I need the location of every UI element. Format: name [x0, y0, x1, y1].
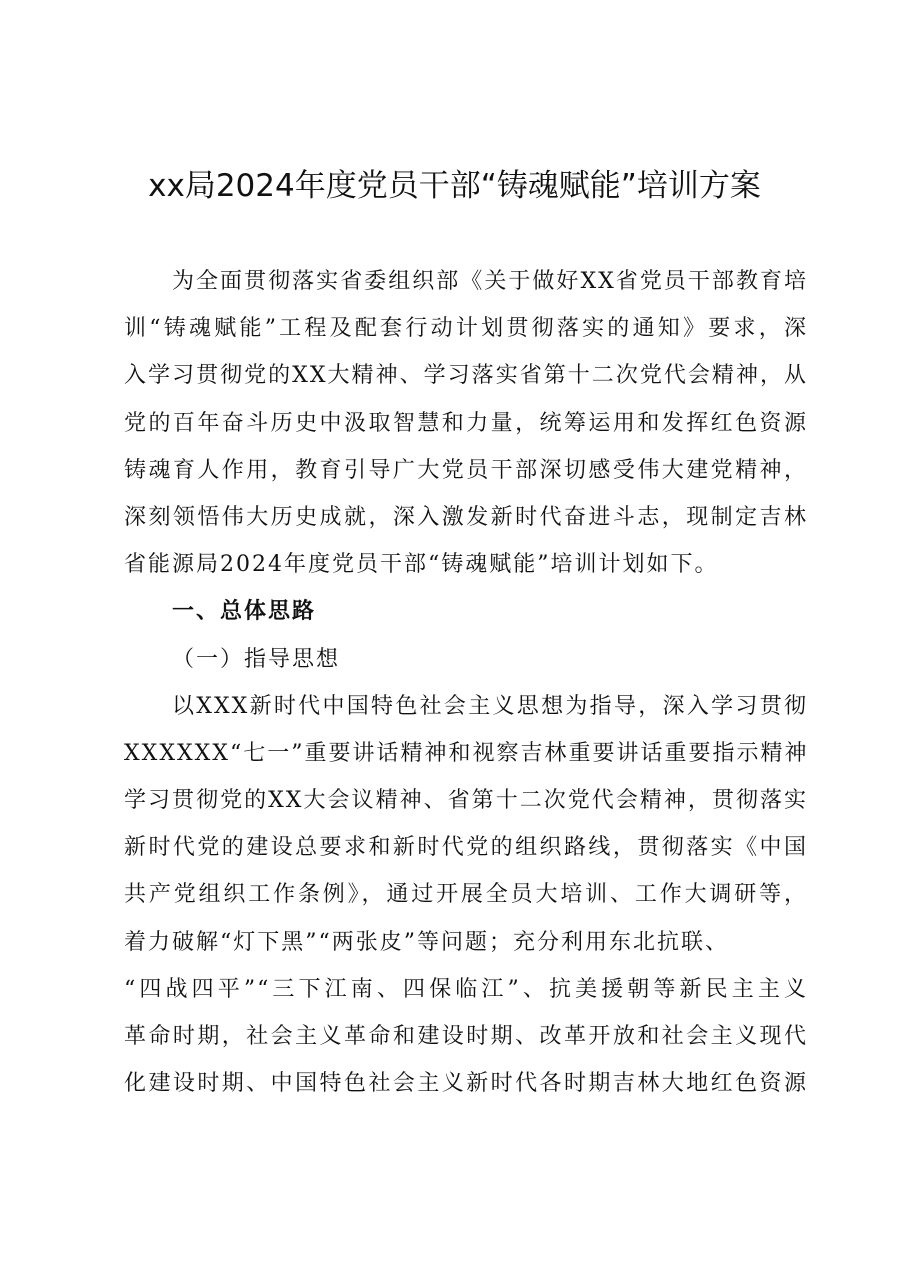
document-body: [124, 258, 808, 1107]
document-title: xx局2024年度党员干部“铸魂赋能”培训方案: [148, 168, 761, 204]
guiding-line: 化建设时期、中国特色社会主义新时代各时期吉林大地红色资源: [124, 1071, 808, 1097]
intro-line: 省能源局2024年度党员干部“铸魂赋能”培训计划如下。: [124, 552, 719, 578]
guiding-line: 共产党组织工作条例》，通过开展全员大培训、工作大调研等，: [124, 882, 808, 908]
guiding-line: 学习贯彻党的XX大会议精神、省第十二次党代会精神，贯彻落实: [124, 788, 808, 814]
intro-line: 深刻领悟伟大历史成就，深入激发新时代奋进斗志，现制定吉林: [124, 504, 808, 530]
intro-line: 入学习贯彻党的XX大精神、学习落实省第十二次党代会精神，从: [124, 363, 808, 389]
intro-line: 党的百年奋斗历史中汲取智慧和力量，统筹运用和发挥红色资源: [124, 410, 808, 436]
guiding-line: 革命时期，社会主义革命和建设时期、改革开放和社会主义现代: [124, 1024, 808, 1049]
section-heading: 一、总体思路: [172, 599, 317, 625]
guiding-line: 着力破解“灯下黑”“两张皮”等问题；充分利用东北抗联、: [124, 929, 729, 955]
intro-line: 为全面贯彻落实省委组织部《关于做好XX省党员干部教育培: [172, 269, 808, 294]
guiding-line: XXXXXX“七一”重要讲话精神和视察吉林重要讲话重要指示精神: [124, 740, 808, 766]
guiding-line: “四战四平”“三下江南、四保临江”、抗美援朝等新民主主义: [124, 976, 808, 1002]
subsection-heading: （一）指导思想: [172, 646, 341, 672]
intro-line: 铸魂育人作用，教育引导广大党员干部深切感受伟大建党精神，: [124, 457, 808, 483]
guiding-line: 以XXX新时代中国特色社会主义思想为指导，深入学习贯彻: [172, 693, 808, 719]
intro-line: 训“铸魂赋能”工程及配套行动计划贯彻落实的通知》要求，深: [124, 316, 808, 342]
guiding-line: 新时代党的建设总要求和新时代党的组织路线，贯彻落实《中国: [124, 835, 808, 861]
